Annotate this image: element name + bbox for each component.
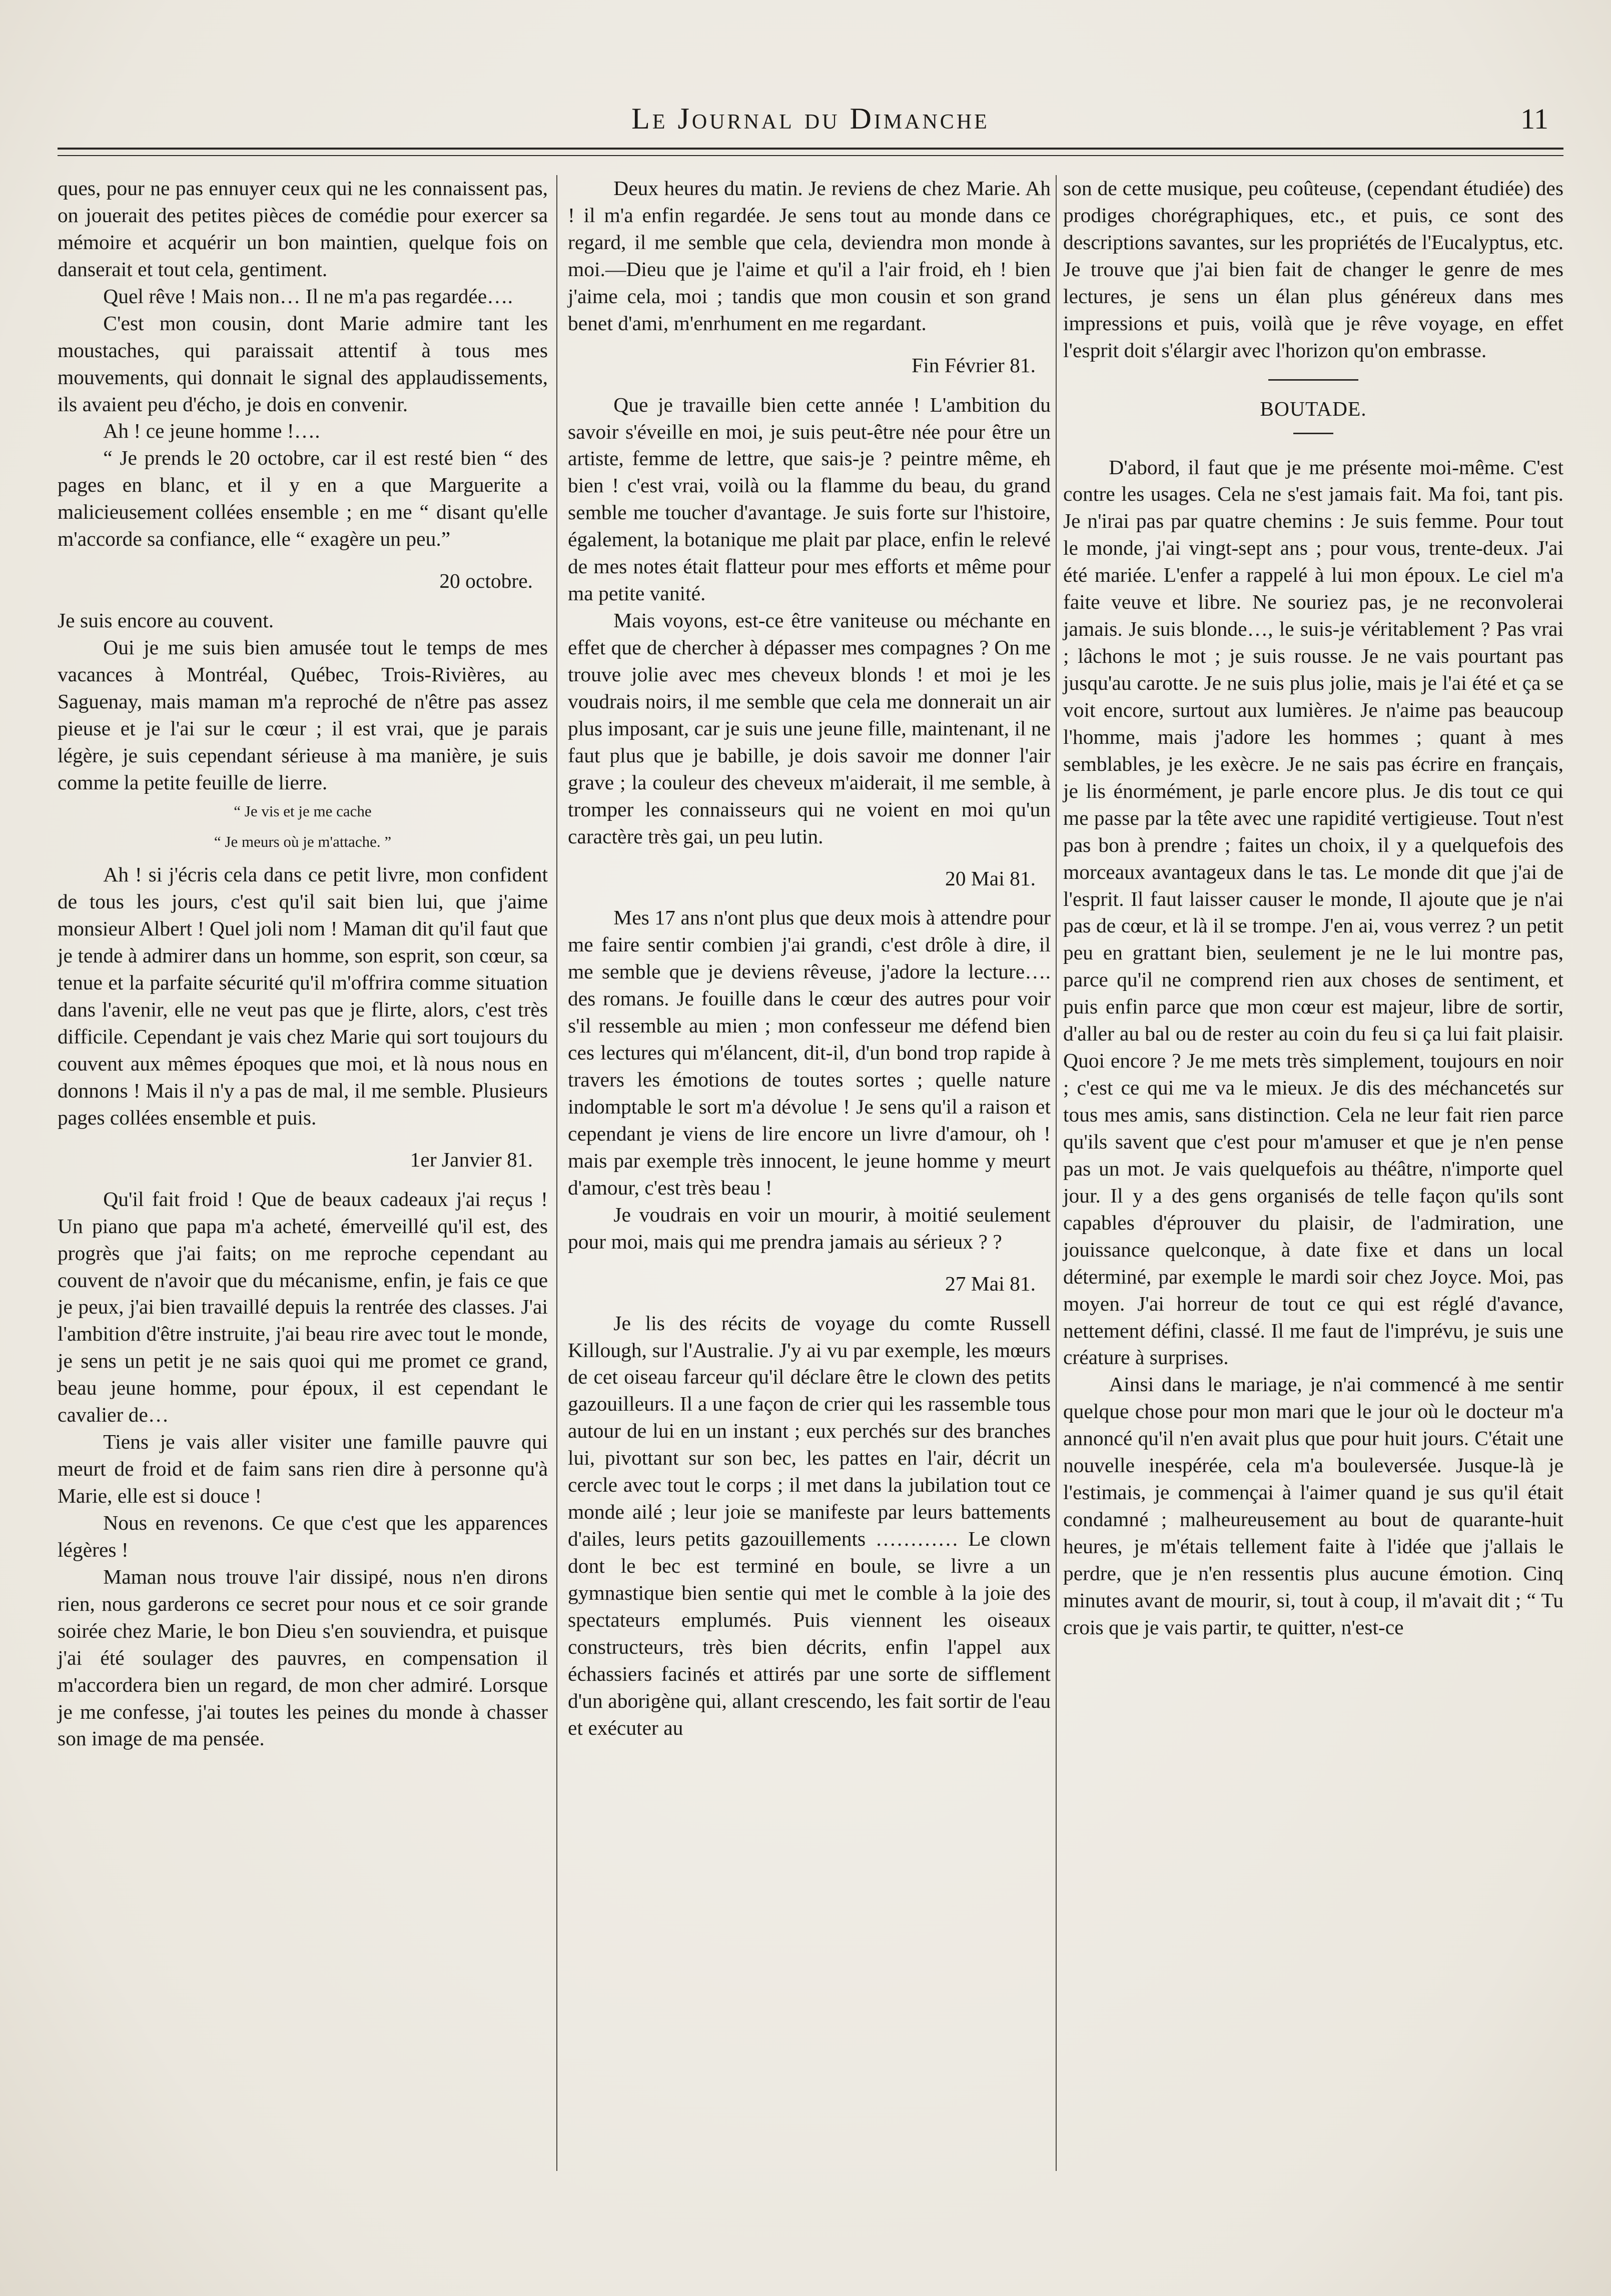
header-rule-thin (58, 155, 1563, 156)
section-separator (1268, 379, 1358, 381)
entry-date: 1er Janvier 81. (410, 1147, 533, 1171)
column-2 (568, 175, 1051, 1742)
paragraph: Oui je me suis bien amusée tout le temps de mes vacances à Montréal, Québec, Trois-Rivières, au Saguenay, mais maman m'a reproché de n'être pas assez pieuse et je l'ai sur le cœur ; il est vrai, que je parais légère, je suis cependant sérieuse à ma manière, je suis comme la petite feuille de lierre. (58, 636, 548, 794)
entry-date: 20 Mai 81. (945, 866, 1036, 890)
paragraph: Je voudrais en voir un mourir, à moitié seulement pour moi, mais qui me prendra jamais au sérieux ? ? (568, 1203, 1051, 1253)
paragraph: Ah ! si j'écris cela dans ce petit livre, mon confident de tous les jours, c'est qu'il sait bien lui, que j'aime monsieur Albert ! Quel joli nom ! Maman dit qu'il faut que je tende à admirer dans un homme, son esprit, son cœur, sa tenue et la parfaite sécurité qu'il m'offrira comme situation dans l'avenir, elle ne veut pas que je flirte, alors, c'est très difficile. Cependant je vais chez Marie qui sort toujours du couvent aux mêmes époques que moi, et là nous nous en donnons ! Mais il n'y a pas de mal, il me semble. Plusieurs pages collées ensemble et puis. (58, 863, 548, 1129)
masthead-title: Le Journal du Dimanche (631, 102, 990, 135)
paragraph: son de cette musique, peu coûteuse, (cependant étudiée) des prodiges chorégraphiques, etc., et puis, ce sont des descriptions savantes, sur les propriétés de l'Eucalyptus, etc. Je trouve que j'ai bien fait de changer le genre de mes lectures, je sens un élan plus généreux dans mes impressions et puis, voilà que je rêve voyage, en effet l'esprit doit s'élargir avec l'horizon qu'on embrasse. (1063, 177, 1563, 362)
entry-date: 20 octobre. (439, 569, 533, 593)
paragraph: Je lis des récits de voyage du comte Russell Killough, sur l'Australie. J'y ai vu par exemple, les mœurs de cet oiseau farceur qu'il déclare être le clown des petits gazouilleurs. Il a une façon de crier qui les rassemble tous autour de lui en un instant ; eux perchés sur des branches lui, pivottant sur son bec, les pattes en l'air, décrit un cercle avec tout le corps ; il met dans la jubilation tout ce monde ailé ; leur joie se manifeste par leurs battements d'ailes, leurs petits gazouillements ………… Le clown dont le bec est terminé en boule, se livre a un gymnastique bien sentie qui met le comble à la joie des spectateurs emplumés. Puis viennent les oiseaux constructeurs, très bien décrits, enfin l'appel aux échassiers facinés et attirés par une sorte de sifflement d'un aborigène qui, allant crescendo, les fait sortir de l'eau et exécuter au (568, 1311, 1051, 1739)
paragraph: Mes 17 ans n'ont plus que deux mois à attendre pour me faire sentir combien j'ai grandi, c'est drôle à dire, il me semble que je deviens rêveuse, j'adore la lecture…. des romans. Je fouille dans le cœur des autres pour voir s'il ressemble au mien ; mon confesseur me défend bien ces lectures qui m'élancent, dit-il, d'un bond trop rapide à travers les émotions de toutes sortes ; quelle nature indomptable le sort m'a dévolue ! Je sens qu'il a raison et cependant je viens de lire encore un livre d'amour, oh ! mais par exemple très innocent, le jeune homme y meurt d'amour, c'est très beau ! (568, 906, 1051, 1199)
paragraph: Qu'il fait froid ! Que de beaux cadeaux j'ai reçus ! Un piano que papa m'a acheté, émerveillé qu'il est, des progrès que j'ai faits; on me reproche cependant au couvent de n'avoir que du mécanisme, enfin, je fais ce que je peux, j'ai bien travaillé depuis la rentrée des classes. J'ai l'ambition d'être instruite, j'ai beau rire avec tout le monde, je sens un petit je ne sais quoi qui me promet ce grand, beau jeune homme, pour époux, il est cependant le cavalier de… (58, 1187, 548, 1427)
page-number: 11 (1520, 103, 1548, 135)
entry-date: Fin Février 81. (912, 353, 1036, 377)
paragraph: Je suis encore au couvent. (58, 609, 274, 632)
paragraph: Tiens je vais aller visiter une famille pauvre qui meurt de froid et de faim sans rien dire à personne qu'à Marie, elle est si douce ! (58, 1430, 548, 1508)
entry-date: 27 Mai 81. (945, 1272, 1036, 1295)
section-title: BOUTADE. (1260, 397, 1367, 420)
paragraph: C'est mon cousin, dont Marie admire tant les moustaches, qui paraissait attentif à tous mes mouvements, qui donnait le signal des applaudissements, ils avaient peu d'écho, je dois en convenir. (58, 311, 548, 416)
page-header (58, 100, 1563, 138)
verse-line: “ Je meurs où je m'attache. ” (214, 833, 392, 851)
column-divider (556, 175, 557, 2171)
paragraph: Ainsi dans le mariage, je n'ai commencé à me sentir quelque chose pour mon mari que le jour où le docteur m'a annoncé qu'il n'en avait plus que pour huit jours. C'était une nouvelle inespérée, cela m'a bouleversée. Jusque-là je l'estimais, je commençai à l'aimer quand je sus qu'il était condamné ; malheureusement au bout de quarante-huit heures, je m'étais tellement faite à l'idée que j'allais le perdre, que je n'en ressentis plus aucune émotion. Cinq minutes avant de mourir, si, tout à coup, il m'avait dit ; “ Tu crois que je vais partir, te quitter, n'est-ce (1063, 1373, 1563, 1639)
paragraph: Deux heures du matin. Je reviens de chez Marie. Ah ! il m'a enfin regardée. Je sens tout au monde dans ce regard, il me semble que cela, deviendra mon monde à moi.—Dieu que je l'aime et qu'il a l'air froid, eh ! bien j'aime cela, moi ; tandis que mon cousin et son grand benet d'ami, m'enrhument en me regardant. (568, 177, 1051, 335)
verse-line: “ Je vis et je me cache (234, 802, 372, 820)
paragraph: “ Je prends le 20 octobre, car il est resté bien “ des pages en blanc, et il y en a que Marguerite a malicieusement collées ensemble ; en me “ disant qu'elle m'accorde sa confiance, elle “ exagère un peu.” (58, 446, 548, 551)
paragraph: Quel rêve ! Mais non… Il ne m'a pas regardée…. (103, 284, 513, 308)
header-rule (58, 148, 1563, 150)
column-1 (58, 175, 548, 1752)
column-3 (1063, 175, 1563, 1641)
paragraph: Maman nous trouve l'air dissipé, nous n'en dirons rien, nous garderons ce secret pour nous et ce soir grande soirée chez Marie, le bon Dieu s'en souviendra, et puisque j'ai été soulager des pauvres, en compensation il m'accordera bien un regard, de mon cher admiré. Lorsque je me confesse, j'ai toutes les peines du monde à chasser son image de ma pensée. (58, 1565, 548, 1750)
section-separator (1293, 433, 1333, 434)
paragraph: Ah ! ce jeune homme !…. (103, 419, 320, 443)
paragraph: D'abord, il faut que je me présente moi-même. C'est contre les usages. Cela ne s'est jamais fait. Ma foi, tant pis. Je n'irai pas par quatre chemins : Je suis femme. Pour tout le monde, j'ai vingt-sept ans ; pour vous, trente-deux. J'ai été mariée. L'enfer a rappelé à lui mon époux. Le ciel m'a faite veuve et libre. Ne souriez pas, je ne reconvolerai jamais. Je suis blonde…, le suis-je véritablement ? Pas vrai ; lâchons le mot ; je suis rousse. Je ne vais pourtant pas jusqu'au carotte. Je ne suis plus jolie, mais je l'ai été et ça se voit encore, surtout aux lumières. Je n'aime pas beaucoup l'homme, mais j'adore les hommes ; quant à mes semblables, je les exècre. Je ne sais pas écrire en français, je lis énormément, je parle encore plus. Je dis tout ce qui me passe par la tête avec une rapidité vertigieuse. Tout n'est pas bon à prendre ; faites un choix, il y a quelquefois des morceaux avantageux dans le tas. Le monde dit que j'ai de l'esprit. Il faut laisser causer le monde, Il ajoute que je n'ai pas de cœur, et là il se trompe. J'en ai, vous verrez ? un petit peu en grattant bien, seulement je ne le lui montre pas, parce qu'il ne comprend rien aux choses de sentiment, et puis enfin parce que mon cœur est majeur, libre de sortir, d'aller au bal ou de rester au coin du feu si ça lui fait plaisir. Quoi encore ? Je me mets très simplement, toujours en noir ; c'est ce qui me va le mieux. Je dis des méchancetés sur tous mes amis, sans distinction. Cela ne leur fait rien parce qu'ils savent que c'est pour m'amuser et que je n'en pense pas un mot. Je vais quelquefois au théâtre, n'importe quel jour. Il y a des gens organisés de telle façon qu'ils sont capables d'éprouver du plaisir, de l'admiration, une jouissance quelconque, à date fixe et dans un local déterminé, par exemple le mardi soir chez Joyce. Moi, pas moyen. J'ai horreur de tout ce qui est réglé d'avance, nettement défini, classé. Il me faut de l'imprévu, je suis une créature à surprises. (1063, 455, 1563, 1369)
paragraph: ques, pour ne pas ennuyer ceux qui ne les connaissent pas, on jouerait des petites pièces de comédie pour exercer sa mémoire et acquérir un bon maintien, quelque fois on danserait et tout cela, gentiment. (58, 177, 548, 281)
paragraph: Nous en revenons. Ce que c'est que les apparences légères ! (58, 1511, 548, 1561)
paragraph: Que je travaille bien cette année ! L'ambition du savoir s'éveille en moi, je suis peut-être née pour être un artiste, femme de lettre, que sais-je ? peintre même, eh bien ! c'est vrai, voilà ou la flamme du beau, du grand semble me toucher d'avantage. Je suis forte sur l'histoire, également, la botanique me plait par place, enfin le relevé de mes notes était flatteur pour mes efforts et même pour ma petite vanité. (568, 393, 1051, 605)
column-divider (1056, 175, 1057, 2171)
paragraph: Mais voyons, est-ce être vaniteuse ou méchante en effet que de chercher à dépasser mes compagnes ? On me trouve jolie avec mes cheveux blonds ! et moi je les voudrais noirs, il me semble que cela me donnerait un air plus imposant, car je suis une jeune fille, maintenant, il ne faut plus que je babille, je dois savoir me donner l'air grave ; la couleur des cheveux m'aiderait, il me semble, à tromper les connaisseurs qui ne voient en moi qu'un caractère très gai, un peu lutin. (568, 609, 1051, 848)
